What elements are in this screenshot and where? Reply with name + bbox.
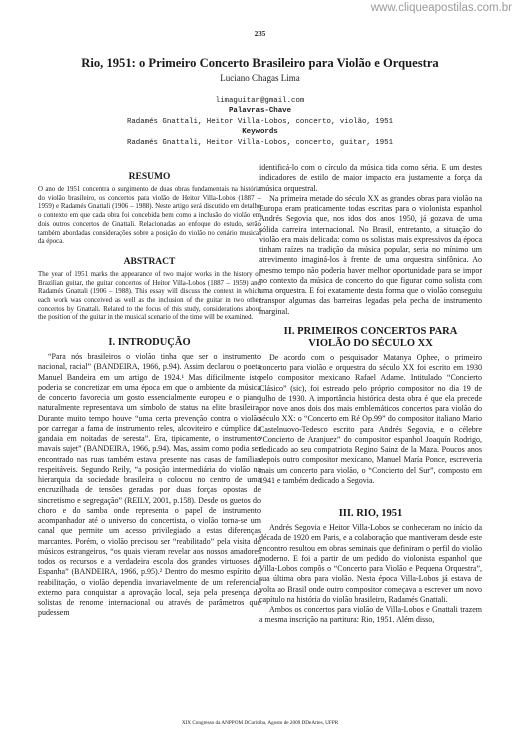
paper-title: Rio, 1951: o Primeiro Concerto Brasileiro para Violão e Orquestra (81, 56, 439, 70)
resumo-heading: RESUMO (128, 172, 171, 182)
section3-heading: III. RIO, 1951 (338, 508, 403, 519)
author-metadata (0, 96, 520, 148)
section2-heading (259, 326, 482, 350)
resumo-text: O ano de 1951 concentra o surgimento de duas obras fundamentais na história do violão brasileiro, os concertos para violão de Heitor Villa-Lobos (1887 – 1959) e Radamés Gnattali (1906 – 1988). Neste artigo será discutido em detalhe o contexto em que cada obra foi concebida bem como a inclusão do violão em dois outros concertos de Gnattali. Relacionadas ao enfoque do estudo, serão também abordadas considerações sobre a posição do violão no cenário musical da época. (38, 186, 261, 246)
page-number: 235 (254, 30, 266, 38)
paragraph-segovia: Na primeira metade do século XX as grandes obras para violão na Europa eram praticamente todas escritas para o violonista espanhol Andrés Segovia que, nos idos dos anos 1950, já gozava de uma sólida carreira internacional. No Brasil, entretanto, a situação do violão era mais delicada: como os solistas mais expressivos da época tinham raízes na tradição da música popular, seria no mínimo um atrevimento imaginá-los à frente de uma orquestra sinfônica. Ao mesmo tempo não poderia haver melhor oportunidade para se impor no contexto da música de concerto do que figurar como solista com uma orquestra. E foi exatamente desta forma que o violão conseguiu transpor algumas das barreiras legadas pela pecha de instrumento marginal. (259, 193, 482, 316)
author-email[interactable]: limaguitar@gmail.com (215, 97, 305, 105)
intro-text: “Para nós brasileiros o violão tinha que ser o instrumento nacional, racial” (BANDEIRA, 1966, p.94). Assim declarou o poeta Manuel Bandeira em um artigo de 1924.¹ Mas dificilmente isto poderia se concretizar em uma época em que o ambiente da música de concerto favorecia um gosto essencialmente europeu e o piano naturalmente representava um símbolo de status na elite brasileira. Durante muito tempo houve “uma certa prevenção contra o violão por carregar a fama de instrumento reles, alcoviteiro e cúmplice da gandaia em noitadas de seresta”. Era, tipicamente, o instrumento mavais sujet” (BANDEIRA, 1966, p.94). Mas, assim como podia ser encontrado nas ruas também estava presente nas casas de famílias respeitáveis. Segundo Reily, “a posição intermediária do violão na hierarquia da sociedade brasileira o colocou no centro de uma encruzilhada de tensões geradas por duas forças opostas de sincretismo e segregação” (REILY, 2001, p.158). Desde os guetos do choro e do samba onde representa o papel de instrumento acompanhador até o universo do concertista, o violão torna-se um canal que permite um acesso privilegiado a estas diferenças marcantes. Porém, o violão precisou ser “reabilitado” pela visita de músicos estrangeiros, “os quais vieram revelar aos nossos amadores todos os recursos e a verdadeira escola dos grandes virtuoses de Espanha” (BANDEIRA, 1966, p.95).² Dentro do mesmo espírito de reabilitação, o violão dependia invariavelmente de um referencial externo para conquistar a aprovação local, seja pela presença de solistas de renome internacional ou através de parâmetros que pudessem (38, 352, 261, 618)
watermark: www.cliqueapostilas.com.br (370, 2, 512, 14)
abstract-heading: ABSTRACT (123, 256, 176, 267)
section2-heading-line1: II. PRIMEIROS CONCERTOS PARA (283, 325, 458, 337)
section3-text2: Ambos os concertos para violão de Villa-Lobos e Gnattali trazem a mesma inscrição na partitura: Rio, 1951. Além disso, (259, 605, 482, 625)
right-column (259, 163, 482, 626)
abstract-text: The year of 1951 marks the appearance of two major works in the history of Brazilian guitar, the guitar concertos of Heitor Villa-Lobos (1887 – 1959) and Radamés Gnattali (1906 – 1988). This essay will discuss the context in which each work was conceived as well as the inclusion of the guitar in two other concertos by Gnattali. Related to the focus of this study, considerations about the position of the guitar in the musical scenario of the time will be examined. (38, 270, 261, 322)
continued-paragraph: identificá-lo com o círculo da música tida como séria. E um destes indicadores de estilo de maior impacto era justamente a força da música orquestral. (259, 163, 482, 193)
left-column (38, 163, 261, 619)
keywords-en-label: Keywords (242, 128, 278, 137)
keywords-pt: Radamés Gnattali, Heitor Villa-Lobos, concerto, violão, 1951 (126, 117, 394, 126)
author-name: Luciano Chagas Lima (220, 73, 300, 83)
section2-text: De acordo com o pesquisador Matanya Ophee, o primeiro concerto para violão e orquestra do século XX foi escrito em 1930 pelo compositor mexicano Rafael Adame. Intitulado “Concierto Clásico” (sic), foi estreado pelo próprio compositor no dia 19 de julho de 1930. A importância histórica desta obra é que ela precede por nove anos dois dos mais emblemáticos concertos para violão do século XX: o “Concerto em Ré Op.99” do compositor italiano Mario Castelnuovo-Tedesco escrito para Andrés Segovia, e o célebre “Concierto de Aranjuez” do compositor espanhol Joaquín Rodrigo, dedicado ao seu compatriota Regino Sainz de la Maza. Poucos anos depois outro compositor mexicano, Manuel María Ponce, escreveria mais um concerto para violão, o “Concierto del Sur”, composto em 1941 e também dedicado a Segovia. (259, 352, 482, 485)
keywords-pt-label: Palavras-Chave (228, 107, 292, 116)
section2-heading-line2: VIOLÃO DO SÉCULO XX (308, 337, 433, 349)
section3-text1: Andrés Segovia e Heitor Villa-Lobos se conheceram no início da década de 1920 em Paris, e a colaboração que mantiveram desde este encontro resultou em obras seminais que definiram o perfil do violão moderno. E foi a partir de um pedido do violonista espanhol que Villa-Lobos compôs o “Concerto para Violão e Pequena Orquestra”, sua última obra para violão. Nesta época Villa-Lobos já estava de volta ao Brasil onde outro compositor começava a escrever um novo capítulo na história do violão brasileiro, Radamés Gnattali. (259, 523, 482, 604)
keywords-en: Radamés Gnattali, Heitor Villa-Lobos, concerto, guitar, 1951 (126, 138, 394, 147)
intro-heading: I. INTRODUÇÃO (108, 337, 191, 349)
page-footer: XIX Congresso da ANPPOM DCuritiba, Agosto de 2009 DDeArtes, UFPR (181, 720, 339, 726)
